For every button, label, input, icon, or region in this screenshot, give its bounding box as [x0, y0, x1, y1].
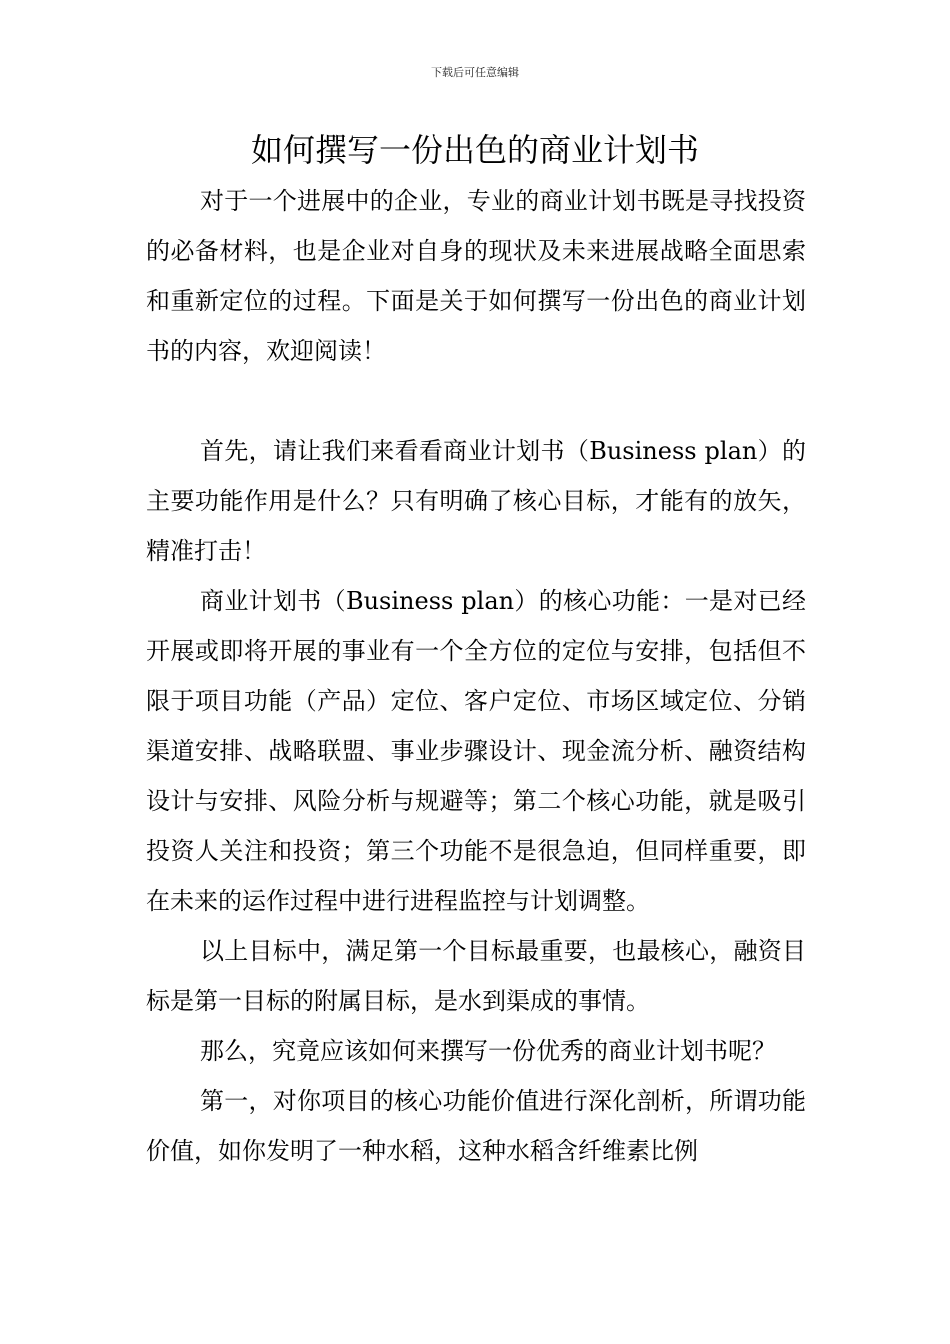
page-header-note: 下载后可任意编辑 [431, 66, 519, 79]
document-title: 如何撰写一份出色的商业计划书 [250, 131, 699, 169]
paragraph-main-function-question: 首先，请让我们来看看商业计划书（Business plan）的主要功能作用是什么？只有明确了核心目标，才能有的放矢，精准打击！ [146, 437, 806, 565]
paragraph-spacer [146, 376, 806, 426]
paragraph-goal-priority: 以上目标中，满足第一个目标最重要，也最核心，融资目标是第一目标的附属目标，是水到渠成的事情。 [146, 937, 806, 1015]
paragraph-core-functions: 商业计划书（Business plan）的核心功能：一是对已经开展或即将开展的事业有一个全方位的定位与安排，包括但不限于项目功能（产品）定位、客户定位、市场区域定位、分销渠道安排、战略联盟、事业步骤设计、现金流分析、融资结构设计与安排、风险分析与规避等；第二个核心功能，就是吸引投资人关注和投资；第三个功能不是很急迫，但同样重要，即在未来的运作过程中进行进程监控与计划调整。 [146, 587, 806, 915]
paragraph-how-to-write: 那么，究竟应该如何来撰写一份优秀的商业计划书呢？ [200, 1037, 776, 1065]
paragraph-intro: 对于一个进展中的企业，专业的商业计划书既是寻找投资的必备材料，也是企业对自身的现状及未来进展战略全面思索和重新定位的过程。下面是关于如何撰写一份出色的商业计划书的内容，欢迎阅读！ [146, 187, 806, 365]
paragraph-first-step: 第一，对你项目的核心功能价值进行深化剖析，所谓功能价值，如你发明了一种水稻，这种水稻含纤维素比例 [146, 1087, 806, 1165]
document-body [146, 176, 806, 1176]
